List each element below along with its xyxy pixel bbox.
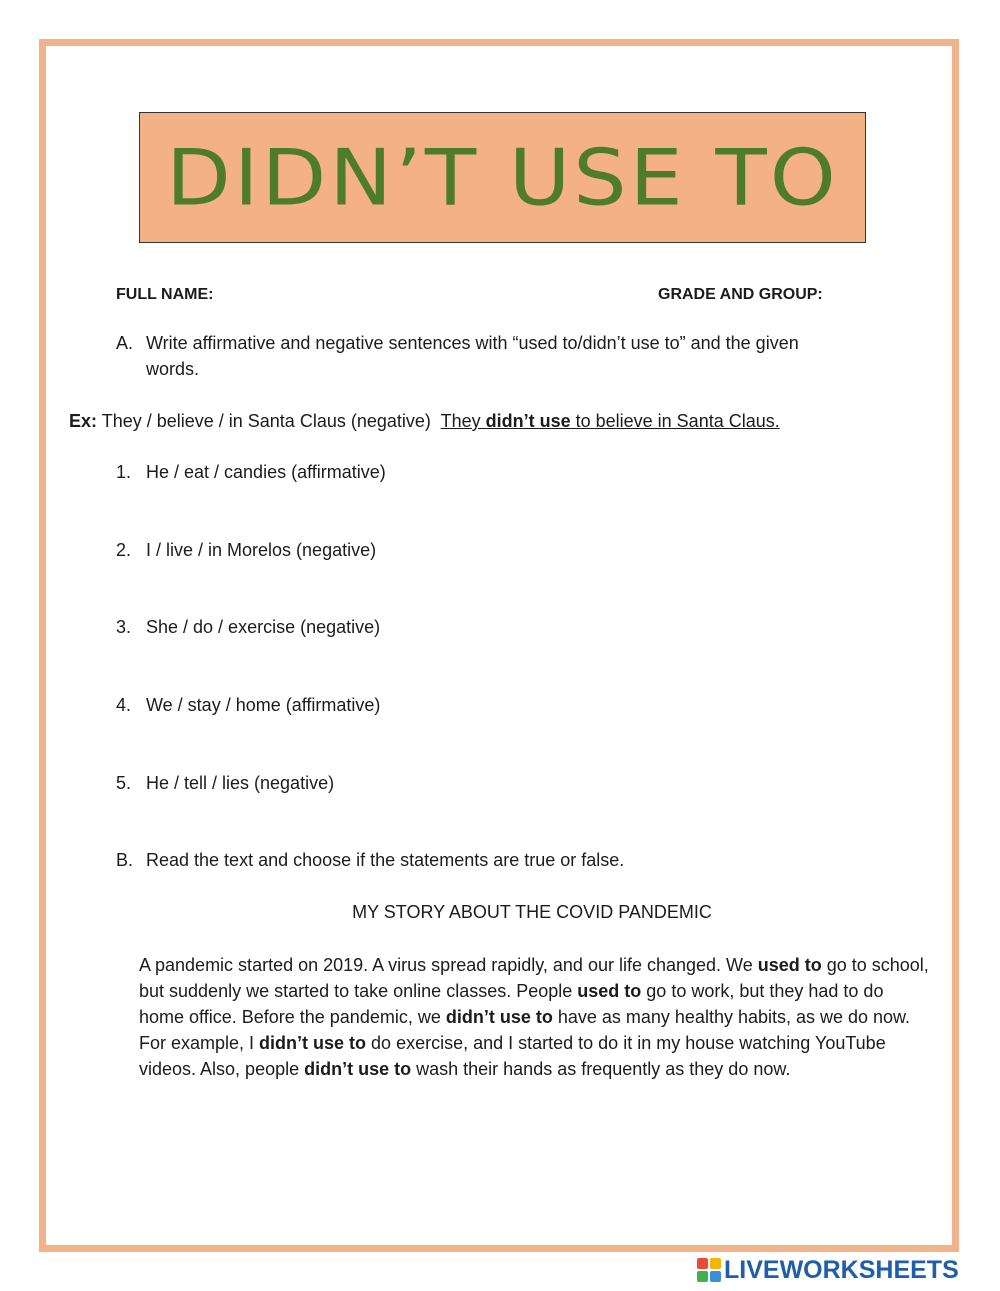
- logo-icon: [697, 1258, 721, 1282]
- item-number: 1.: [116, 462, 132, 482]
- item-prompt: She / do / exercise (negative): [146, 617, 381, 637]
- section-a-instruction: [116, 330, 799, 356]
- page-title: DIDN’T USE TO: [166, 132, 839, 223]
- section-b-text: Read the text and choose if the statements are true or false.: [146, 850, 625, 870]
- exercise-item: [116, 459, 386, 485]
- exercise-item: [116, 770, 334, 796]
- exercise-item: [116, 614, 380, 640]
- example-prompt: They / believe / in Santa Claus (negative): [101, 411, 431, 431]
- example-label: Ex:: [69, 411, 98, 431]
- full-name-label: FULL NAME:: [116, 286, 214, 303]
- item-prompt: He / tell / lies (negative): [146, 773, 335, 793]
- section-b-marker: B.: [116, 850, 134, 870]
- item-prompt: We / stay / home (affirmative): [146, 695, 381, 715]
- liveworksheets-logo: [697, 1256, 959, 1284]
- example-line: [69, 408, 780, 434]
- section-b-instruction: [116, 847, 624, 873]
- item-number: 4.: [116, 695, 132, 715]
- logo-text: LIVEWORKSHEETS: [724, 1255, 959, 1284]
- exercise-item: [116, 537, 376, 563]
- section-a-marker: A.: [116, 333, 134, 353]
- title-banner: [139, 112, 866, 243]
- section-a-line2: words.: [146, 359, 200, 379]
- item-number: 2.: [116, 540, 132, 560]
- item-number: 5.: [116, 773, 132, 793]
- grade-group-label: GRADE AND GROUP:: [658, 286, 823, 303]
- section-a-line1: Write affirmative and negative sentences with “used to/didn’t use to” and the given: [146, 333, 799, 353]
- item-number: 3.: [116, 617, 132, 637]
- example-answer: They didn’t use to believe in Santa Claus.: [440, 411, 780, 431]
- story-title: MY STORY ABOUT THE COVID PANDEMIC: [352, 902, 712, 922]
- exercise-item: [116, 692, 380, 718]
- story-paragraph: A pandemic started on 2019. A virus spread rapidly, and our life changed. We used to go to school, but suddenly we started to take online classes. People used to go to work, but they had to do home office. Before the pandemic, we didn’t use to have as many healthy habits, as we do now. For example, I didn’t use to do exercise, and I started to do it in my house watching YouTube videos. Also, people didn’t use to wash their hands as frequently as they do now.: [139, 955, 929, 1079]
- item-prompt: I / live / in Morelos (negative): [146, 540, 377, 560]
- item-prompt: He / eat / candies (affirmative): [146, 462, 386, 482]
